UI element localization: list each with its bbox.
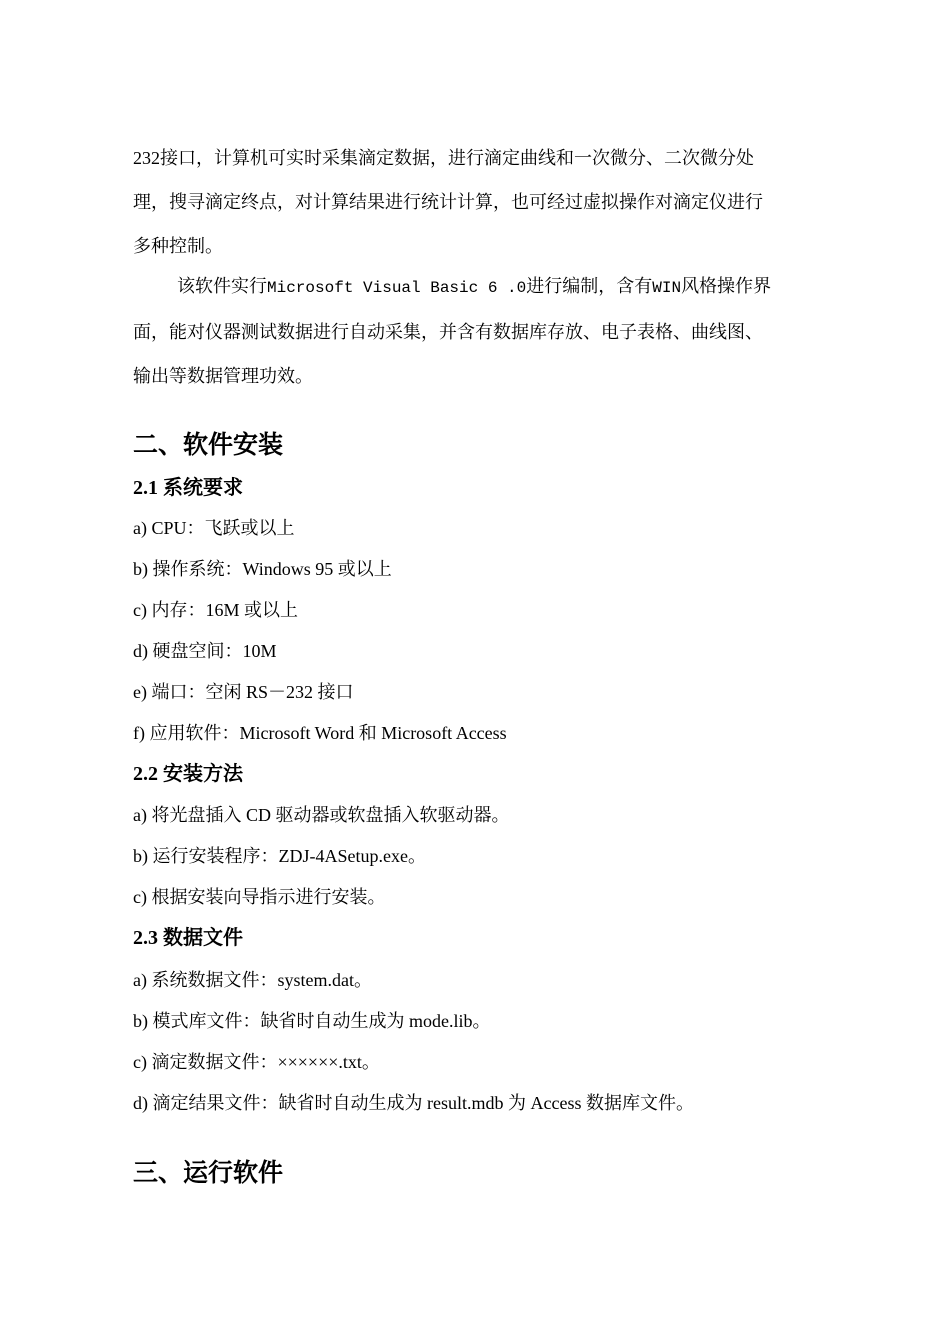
document-page: [133, 136, 823, 1190]
intro-paragraph-2: [133, 264, 823, 310]
intro-p2-post: 风格操作界: [681, 276, 772, 296]
subsection-2-3-heading: 2.3 数据文件: [133, 927, 243, 949]
subsection-2-2-heading: 2.2 安装方法: [133, 763, 243, 785]
requirement-item: a) CPU：飞跃或以上: [133, 518, 295, 538]
requirement-item: b) 操作系统：Windows 95 或以上: [133, 559, 392, 579]
install-step-item: b) 运行安装程序：ZDJ-4ASetup.exe。: [133, 846, 426, 866]
intro-line-5: 面，能对仪器测试数据进行自动采集，并含有数据库存放、电子表格、曲线图、: [133, 322, 763, 342]
data-file-item: c) 滴定数据文件：××××××.txt。: [133, 1052, 380, 1072]
data-file-item: b) 模式库文件：缺省时自动生成为 mode.lib。: [133, 1011, 491, 1031]
subsection-2-1-heading: 2.1 系统要求: [133, 477, 243, 499]
section-2-heading: 二、软件安装: [133, 430, 284, 459]
install-step-item: a) 将光盘插入 CD 驱动器或软盘插入软驱动器。: [133, 805, 510, 825]
data-file-item: d) 滴定结果文件：缺省时自动生成为 result.mdb 为 Access 数据库文件。: [133, 1093, 694, 1113]
intro-p2-win: WIN: [652, 279, 682, 297]
section-3-heading: 三、运行软件: [133, 1158, 284, 1187]
install-step-item: c) 根据安装向导指示进行安装。: [133, 887, 386, 907]
intro-line-6: 输出等数据管理功效。: [133, 366, 313, 386]
data-file-item: a) 系统数据文件：system.dat。: [133, 970, 372, 990]
intro-line-2: 理，搜寻滴定终点，对计算结果进行统计计算，也可经过虚拟操作对滴定仪进行: [133, 192, 763, 212]
intro-p2-code: Microsoft Visual Basic 6 .0: [267, 279, 527, 297]
requirement-item: c) 内存：16M 或以上: [133, 600, 298, 620]
intro-p2-pre: 该软件实行: [177, 276, 267, 296]
requirement-item: d) 硬盘空间：10M: [133, 641, 277, 661]
intro-line-1: 232接口，计算机可实时采集滴定数据，进行滴定曲线和一次微分、二次微分处: [133, 148, 754, 168]
requirement-item: e) 端口：空闲 RS－232 接口: [133, 682, 354, 702]
requirement-item: f) 应用软件：Microsoft Word 和 Microsoft Access: [133, 723, 507, 743]
intro-p2-mid: 进行编制，含有: [526, 276, 653, 296]
intro-line-3: 多种控制。: [133, 236, 223, 256]
